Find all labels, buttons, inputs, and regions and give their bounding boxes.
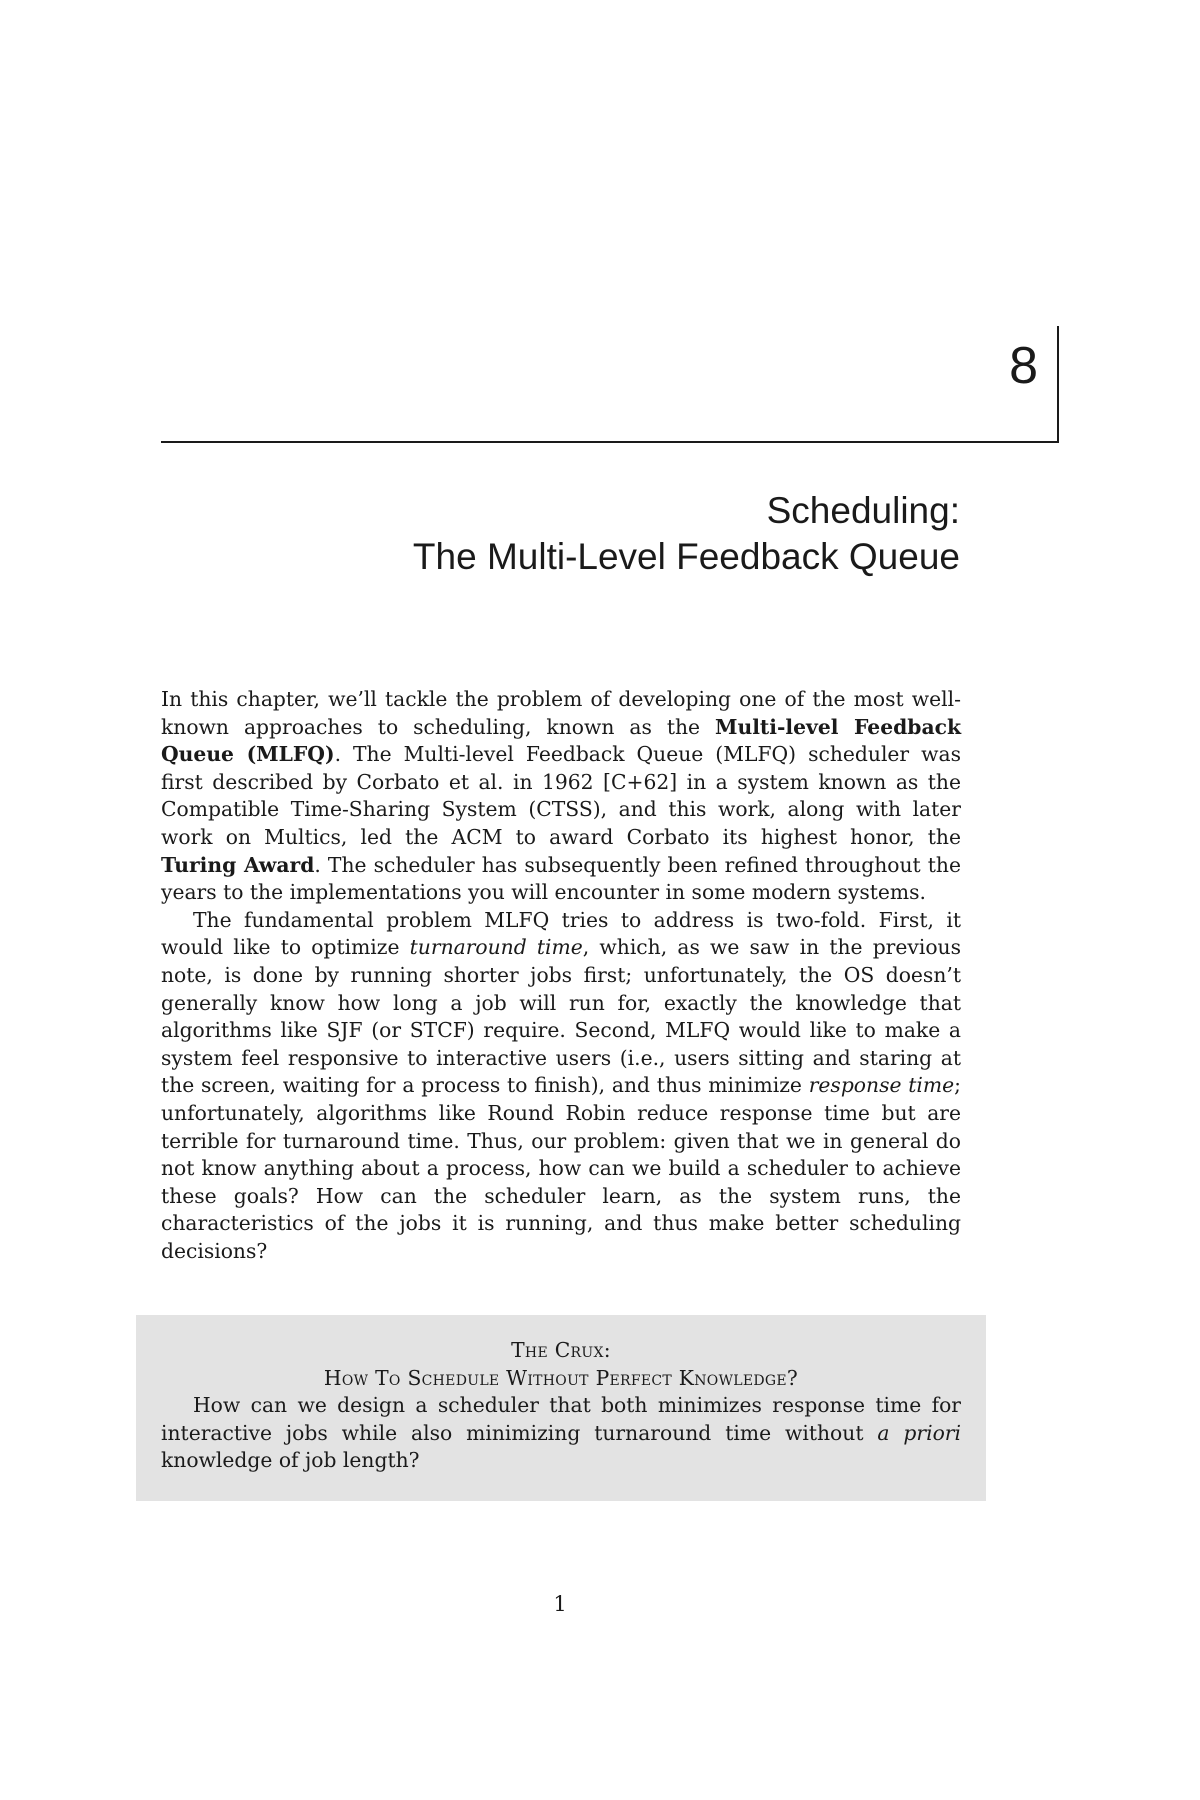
paragraph-problem-text-3: ; unfortunately, algorithms like Round Robin reduce response time but are terrible for turnaround time. Thus, our problem: given that we in general do not know anything about a process, how can we build a scheduler to achieve these goals? How can the scheduler learn, as the system runs, the characteristics of the jobs it is running, and thus make better scheduling decisions? — [161, 1073, 961, 1263]
crux-text-2: knowledge of job length? — [161, 1448, 420, 1473]
crux-box — [136, 1315, 986, 1501]
crux-text — [161, 1392, 961, 1475]
paragraph-intro-text-1: In this chapter, we’ll tackle the problem of developing one of the most well-known approaches to scheduling, known as the — [161, 687, 961, 739]
paragraph-problem-text-1: The fundamental problem MLFQ tries to address is two-fold. First, it would like to optimize — [161, 907, 961, 960]
paragraph-intro-text-3: . The scheduler has subsequently been refined throughout the years to the implementations you will encounter in some modern systems. — [161, 852, 961, 905]
crux-label: The Crux: — [511, 1338, 611, 1362]
term-turing-award: Turing Award — [161, 852, 315, 877]
chapter-rule-horizontal — [161, 441, 1058, 443]
chapter-title-line-2: The Multi-Level Feedback Queue — [412, 536, 960, 577]
crux-question: How To Schedule Without Perfect Knowledge? — [323, 1365, 799, 1390]
page-number: 1 — [553, 1592, 567, 1616]
paragraph-problem-text-2: , which, as we saw in the previous note, is done by running shorter jobs first; unfortunately, the OS doesn’t generally know how long a job will run for, exactly the knowledge that algorithms like SJF (or STCF) require. Second, MLFQ would like to make a system feel responsive to interactive users (i.e., users sitting and staring at the screen, waiting for a process to finish), and thus minimize — [161, 935, 962, 1098]
chapter-title — [160, 488, 960, 580]
chapter-body — [161, 686, 961, 1265]
chapter-rule-vertical — [1057, 326, 1059, 443]
term-response-time: response time — [808, 1073, 955, 1098]
term-a-priori: a priori — [877, 1420, 961, 1445]
chapter-number: 8 — [1009, 337, 1038, 395]
paragraph-intro — [161, 686, 961, 907]
term-turnaround-time: turnaround time — [409, 935, 583, 960]
chapter-title-line-1: Scheduling: — [766, 490, 960, 531]
term-mlfq: Multi-level Feedback Queue (MLFQ) — [161, 714, 962, 767]
paragraph-problem — [161, 907, 961, 1266]
crux-text-1: How can we design a scheduler that both minimizes response time for interactive jobs while also minimizing turnaround time without — [161, 1393, 961, 1445]
paragraph-intro-text-2: . The Multi-level Feedback Queue (MLFQ) scheduler was first described by Corbato et al. in 1962 [C+62] in a system known as the Compatible Time-Sharing System (CTSS), and this work, along with later work on Multics, led the ACM to award Corbato its highest honor, the — [161, 742, 961, 849]
